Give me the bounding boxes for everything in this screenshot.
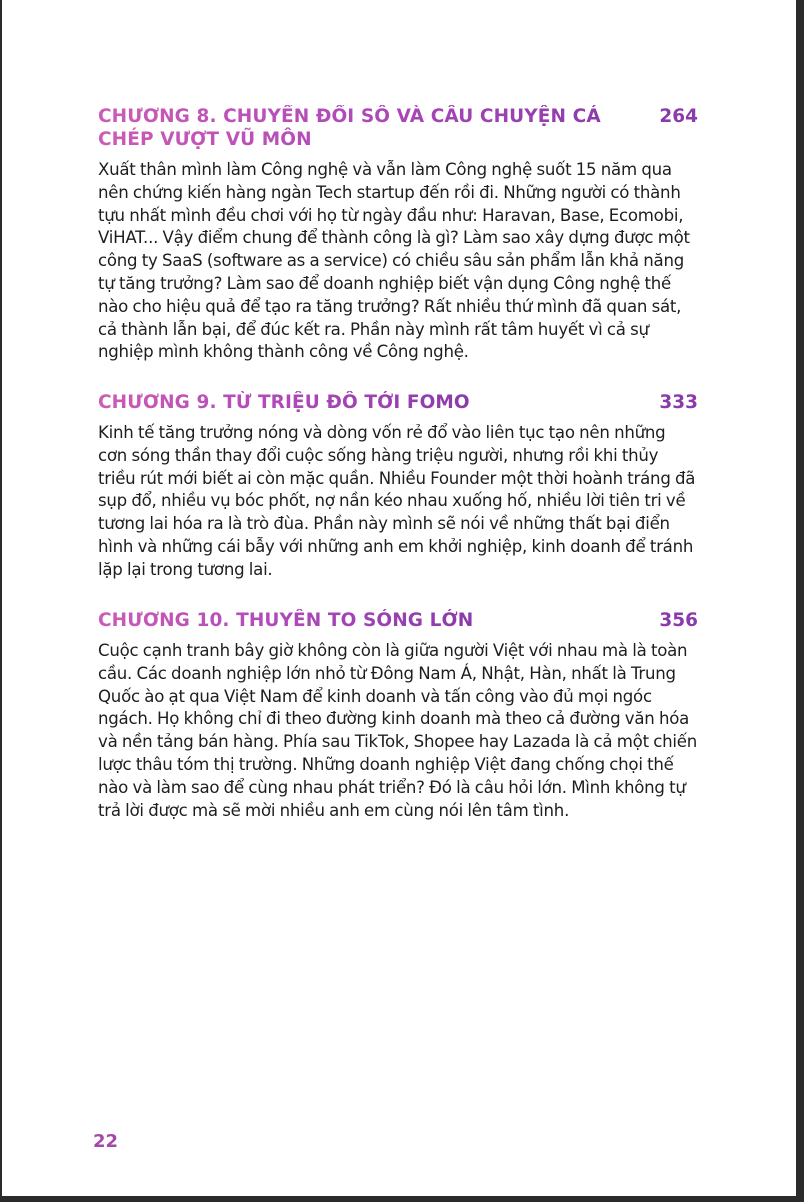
chapter-10: [98, 609, 698, 822]
chapter-page-number: 333: [659, 392, 698, 413]
chapter-9: [98, 391, 698, 582]
chapter-heading: [98, 391, 698, 414]
chapter-title: CHƯƠNG 10. THUYỀN TO SÓNG LỚN: [98, 610, 474, 631]
chapter-heading: [98, 609, 698, 632]
book-page: [2, 0, 796, 1196]
chapter-page-number: 264: [659, 106, 698, 127]
chapter-heading: [98, 105, 698, 151]
chapter-page-number: 356: [659, 610, 698, 631]
chapter-title: CHƯƠNG 9. TỪ TRIỆU ĐÔ TỚI FOMO: [98, 392, 470, 413]
chapter-8: [98, 105, 698, 364]
chapter-summary: Xuất thân mình làm Công nghệ và vẫn làm Công nghệ suốt 15 năm qua nên chứng kiến hàng ngàn Tech startup đến rồi đi. Những người có thành tựu nhất mình đều chơi với họ từ ngày đầu như: Haravan, Base, Ecomobi, ViHAT... Vậy điểm chung để thành công là gì? Làm sao xây dựng được một công ty SaaS (software as a service) có chiều sâu sản phẩm lẫn khả năng tự tăng trưởng? Làm sao để doanh nghiệp biết vận dụng Công nghệ thế nào cho hiệu quả để tạo ra tăng trưởng? Rất nhiều thứ mình đã quan sát, cả thành lẫn bại, để đúc kết ra. Phần này mình rất tâm huyết vì cả sự nghiệp mình không thành công về Công nghệ.: [98, 160, 690, 362]
chapter-summary: Kinh tế tăng trưởng nóng và dòng vốn rẻ đổ vào liên tục tạo nên những cơn sóng thần thay đổi cuộc sống hàng triệu người, nhưng rồi khi thủy triều rút mới biết ai còn mặc quần. Nhiều Founder một thời hoành tráng đã sụp đổ, nhiều vụ bóc phốt, nợ nần kéo nhau xuống hố, nhiều lời tiên tri về tương lai hóa ra là trò đùa. Phần này mình sẽ nói về những thất bại điển hình và những cái bẫy với những anh em khởi nghiệp, kinh doanh để tránh lặp lại trong tương lai.: [98, 423, 696, 579]
chapter-summary: Cuộc cạnh tranh bây giờ không còn là giữa người Việt với nhau mà là toàn cầu. Các doanh nghiệp lớn nhỏ từ Đông Nam Á, Nhật, Hàn, nhất là Trung Quốc ào ạt qua Việt Nam để kinh doanh và tấn công vào đủ mọi ngóc ngách. Họ không chỉ đi theo đường kinh doanh mà theo cả đường văn hóa và nền tảng bán hàng. Phía sau TikTok, Shopee hay Lazada là cả một chiến lược thâu tóm thị trường. Những doanh nghiệp Việt đang chống chọi thế nào và làm sao để cùng nhau phát triển? Đó là câu hỏi lớn. Mình không tự trả lời được mà sẽ mời nhiều anh em cùng nói lên tâm tình.: [98, 641, 697, 820]
chapter-title: CHƯƠNG 8. CHUYỂN ĐỔI SỐ VÀ CÂU CHUYỆN CÁ CHÉP VƯỢT VŨ MÔN: [98, 105, 628, 151]
page-number: 22: [93, 1131, 119, 1152]
